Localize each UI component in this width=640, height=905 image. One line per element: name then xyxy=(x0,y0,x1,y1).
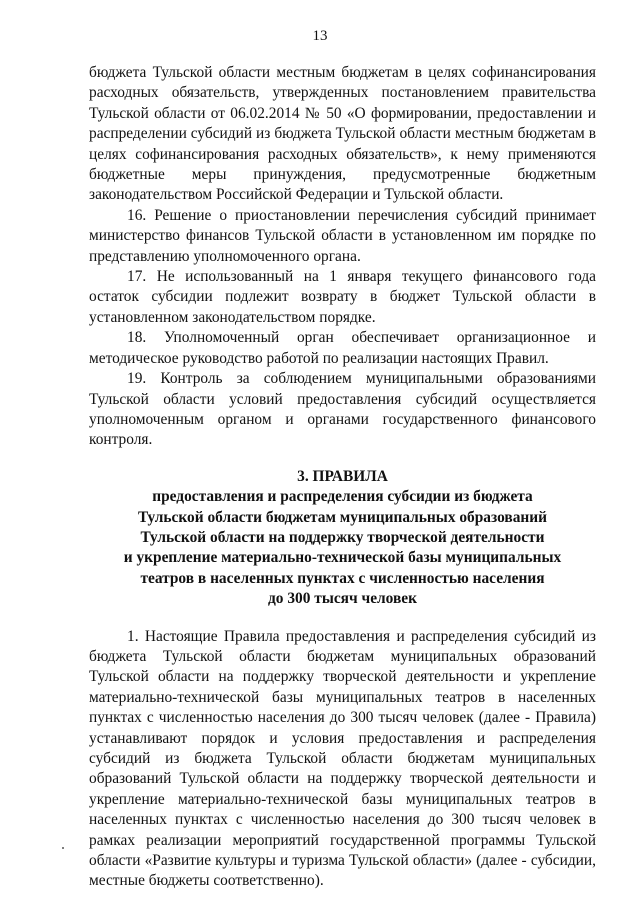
paragraph-19: 19. Контроль за соблюдением муниципальными образованиями Тульской области условий предоставления субсидий осуществляется уполномоченным органом и органами государственного финансового контроля. xyxy=(89,370,596,449)
paragraph-17: 17. Не использованный на 1 января текущего финансового года остаток субсидии подлежит возврату в бюджет Тульской области в установленном законодательством порядке. xyxy=(89,268,596,326)
section-subtitle-line: Тульской области бюджетам муниципальных образований xyxy=(137,508,548,526)
paragraph-18: 18. Уполномоченный орган обеспечивает организационное и методическое руководство работой по реализации настоящих Правил. xyxy=(89,329,596,367)
section-heading xyxy=(89,467,596,610)
section-subtitle-line: предоставления и распределения субсидии из бюджета xyxy=(152,488,533,506)
paragraph-rules-1: 1. Настоящие Правила предоставления и распределения субсидий из бюджета Тульской области бюджетам муниципальных образований Тульской области на поддержку творческой деятельности и укрепление материально-технической базы муниципальных театров в населенных пунктах с численностью населения до 300 тысяч человек (далее - Правила) устанавливают порядок и условия предоставления и распределения субсидий из бюджета Тульской области бюджетам муниципальных образований Тульской области на поддержку творческой деятельности и укрепление материально-технической базы муниципальных театров в населенных пунктах с численностью населения до 300 тысяч человек в рамках реализации мероприятий государственной программы Тульской области «Развитие культуры и туризма Тульской области» (далее - субсидии, местные бюджеты соответственно). xyxy=(89,627,596,890)
scan-mark xyxy=(62,847,64,849)
section-subtitle-line: до 300 тысяч человек xyxy=(268,590,417,608)
section-title: 3. ПРАВИЛА xyxy=(297,467,388,485)
paragraph-16: 16. Решение о приостановлении перечисления субсидий принимает министерство финансов Тульской области в установленном им порядке по представлению уполномоченного органа. xyxy=(89,206,596,265)
document-body xyxy=(89,63,596,892)
section-subtitle-line: театров в населенных пунктах с численностью населения xyxy=(140,569,545,587)
section-subtitle-line: Тульской области на поддержку творческой деятельности xyxy=(140,528,545,546)
section-subtitle-line: и укрепление материально-технической базы муниципальных xyxy=(123,549,562,567)
page-number: 13 xyxy=(312,28,328,44)
paragraph-continuation: бюджета Тульской области местным бюджетам в целях софинансирования расходных обязательств, утвержденных постановлением правительства Тульской области от 06.02.2014 № 50 «О формировании, предоставлении и распределении субсидий из бюджета Тульской области местным бюджетам в целях софинансирования расходных обязательств», к нему применяются бюджетные меры принуждения, предусмотренные бюджетным законодательством Российской Федерации и Тульской области. xyxy=(89,64,596,204)
